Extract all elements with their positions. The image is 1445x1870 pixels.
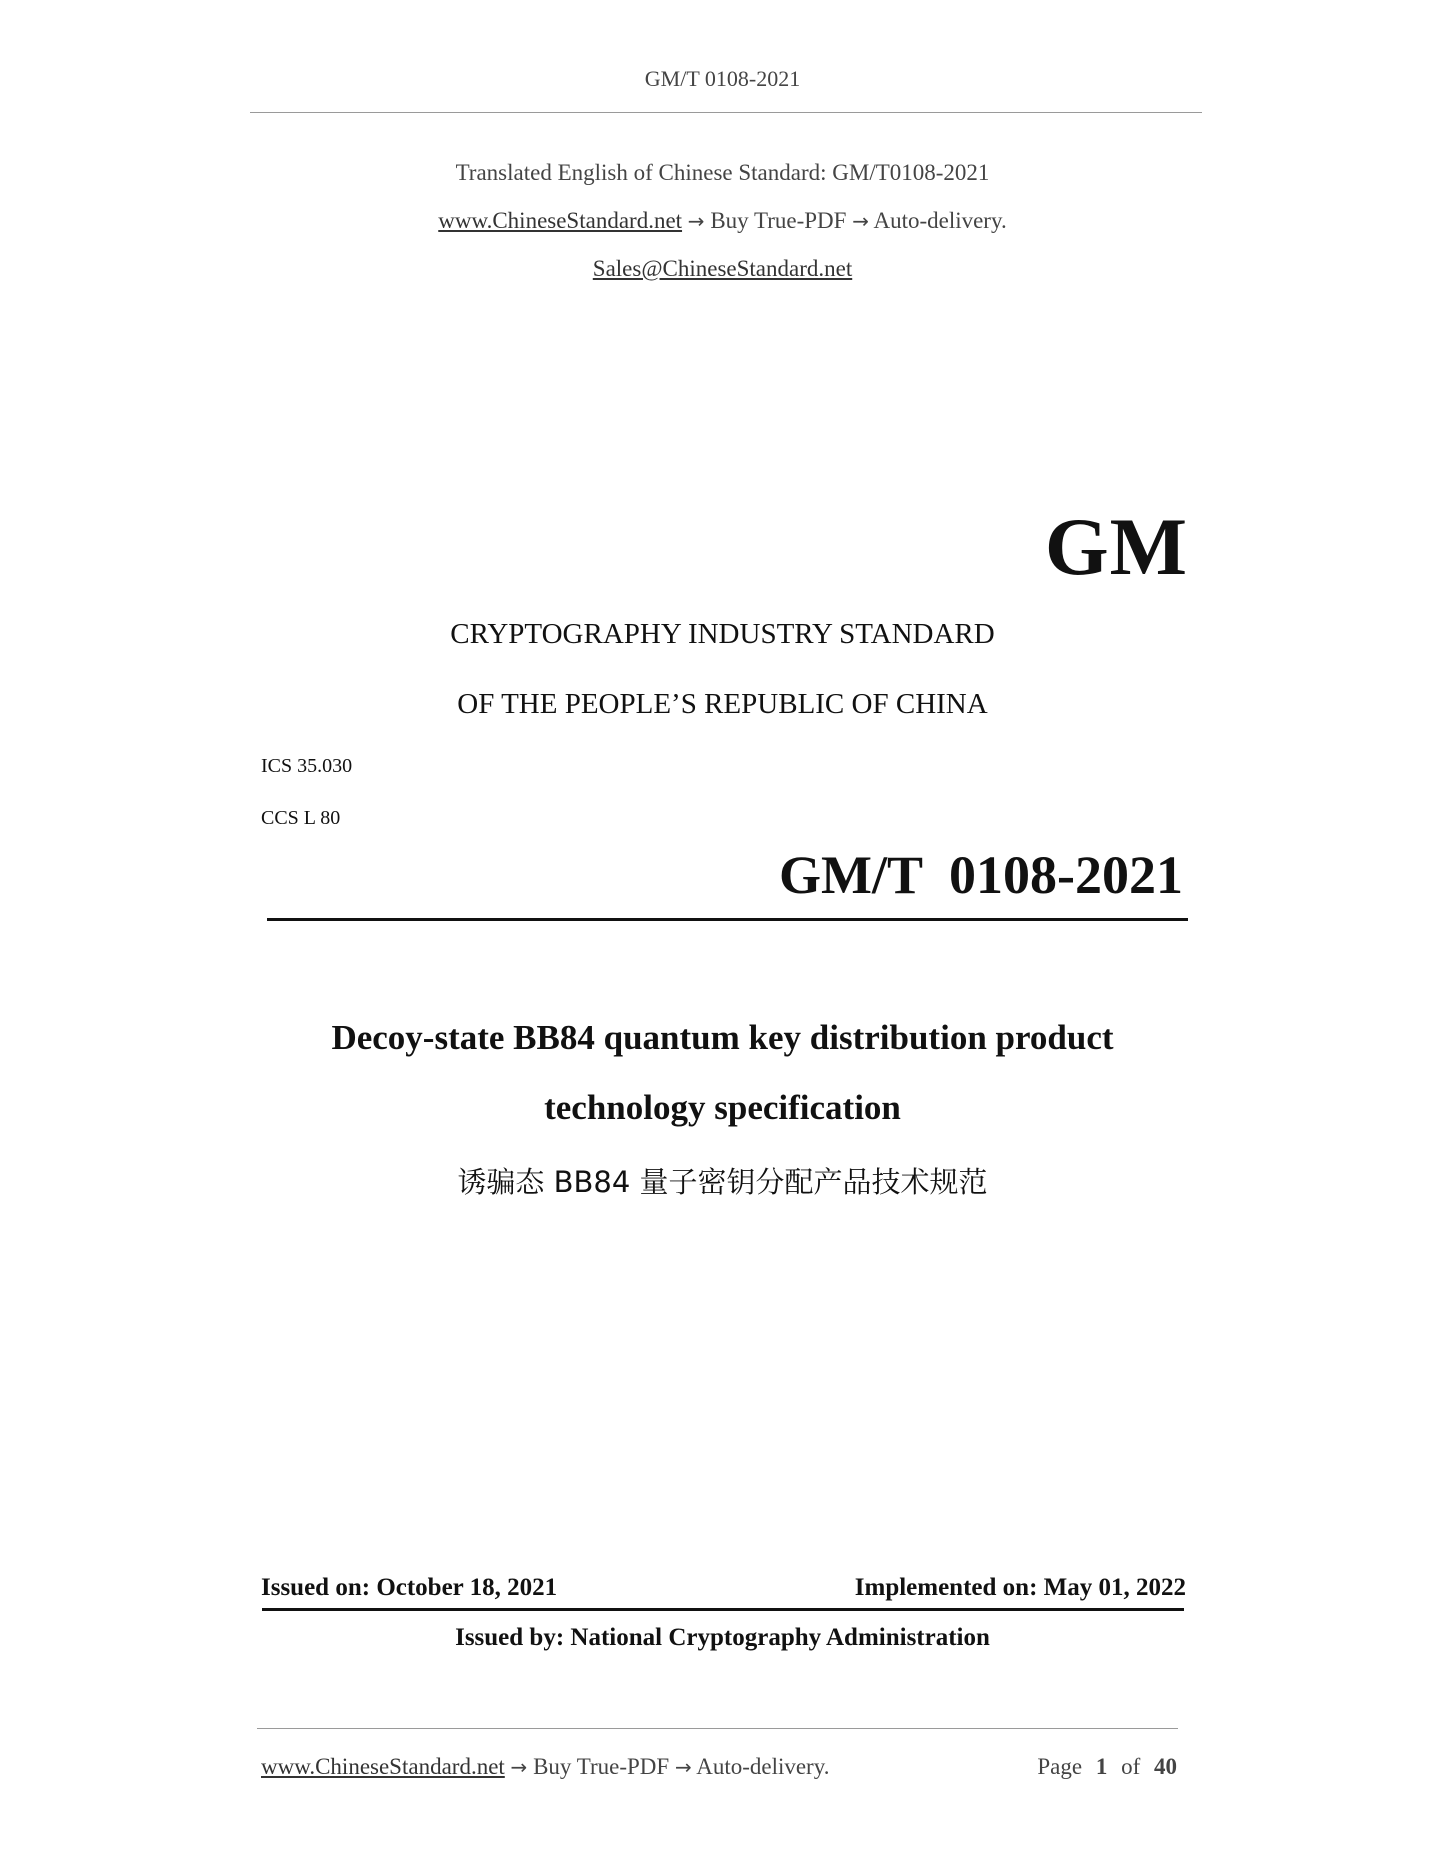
page-total: 40 xyxy=(1154,1754,1177,1779)
footer-auto-delivery-text: Auto-delivery. xyxy=(696,1754,830,1779)
purchase-line xyxy=(0,208,1445,234)
ics-code: ICS 35.030 xyxy=(261,755,353,777)
email-line xyxy=(0,256,1445,282)
title-en-line1: Decoy-state BB84 quantum key distribution product xyxy=(331,1018,1114,1057)
industry-standard-line1: CRYPTOGRAPHY INDUSTRY STANDARD xyxy=(450,618,995,650)
page-number: 1 xyxy=(1095,1754,1108,1779)
standard-number: GM/T 0108-2021 xyxy=(779,845,1183,905)
running-header: GM/T 0108-2021 xyxy=(644,66,801,91)
page-indicator xyxy=(1037,1754,1177,1780)
site-link[interactable]: www.ChineseStandard.net xyxy=(438,208,683,233)
standard-number-rule xyxy=(267,918,1188,921)
auto-delivery-text: Auto-delivery. xyxy=(873,208,1007,233)
gm-logo: GM xyxy=(1044,501,1188,592)
page-label: Page xyxy=(1037,1754,1083,1779)
header-rule xyxy=(250,112,1202,113)
footer-rule xyxy=(257,1728,1178,1729)
ccs-code: CCS L 80 xyxy=(261,807,341,829)
arrow-right-icon: → xyxy=(510,1755,528,1779)
dates-rule xyxy=(262,1608,1184,1611)
buy-text: Buy True-PDF xyxy=(710,208,847,233)
of-label: of xyxy=(1121,1754,1141,1779)
footer-purchase-line xyxy=(261,1754,829,1780)
issuing-authority: Issued by: National Cryptography Administration xyxy=(455,1624,990,1651)
sales-email-link[interactable]: Sales@ChineseStandard.net xyxy=(592,256,853,281)
arrow-right-icon: → xyxy=(674,1755,692,1779)
implemented-date: Implemented on: May 01, 2022 xyxy=(854,1574,1186,1601)
title-zh: 诱骗态 BB84 量子密钥分配产品技术规范 xyxy=(457,1165,988,1199)
title-en-line2: technology specification xyxy=(544,1088,901,1127)
translation-notice: Translated English of Chinese Standard: GM/T0108-2021 xyxy=(455,160,990,185)
footer-buy-text: Buy True-PDF xyxy=(533,1754,670,1779)
footer-site-link[interactable]: www.ChineseStandard.net xyxy=(261,1754,505,1779)
arrow-right-icon: → xyxy=(687,209,705,233)
issued-date: Issued on: October 18, 2021 xyxy=(261,1574,558,1601)
industry-standard-line2: OF THE PEOPLE’S REPUBLIC OF CHINA xyxy=(457,688,988,720)
arrow-right-icon: → xyxy=(852,209,869,233)
